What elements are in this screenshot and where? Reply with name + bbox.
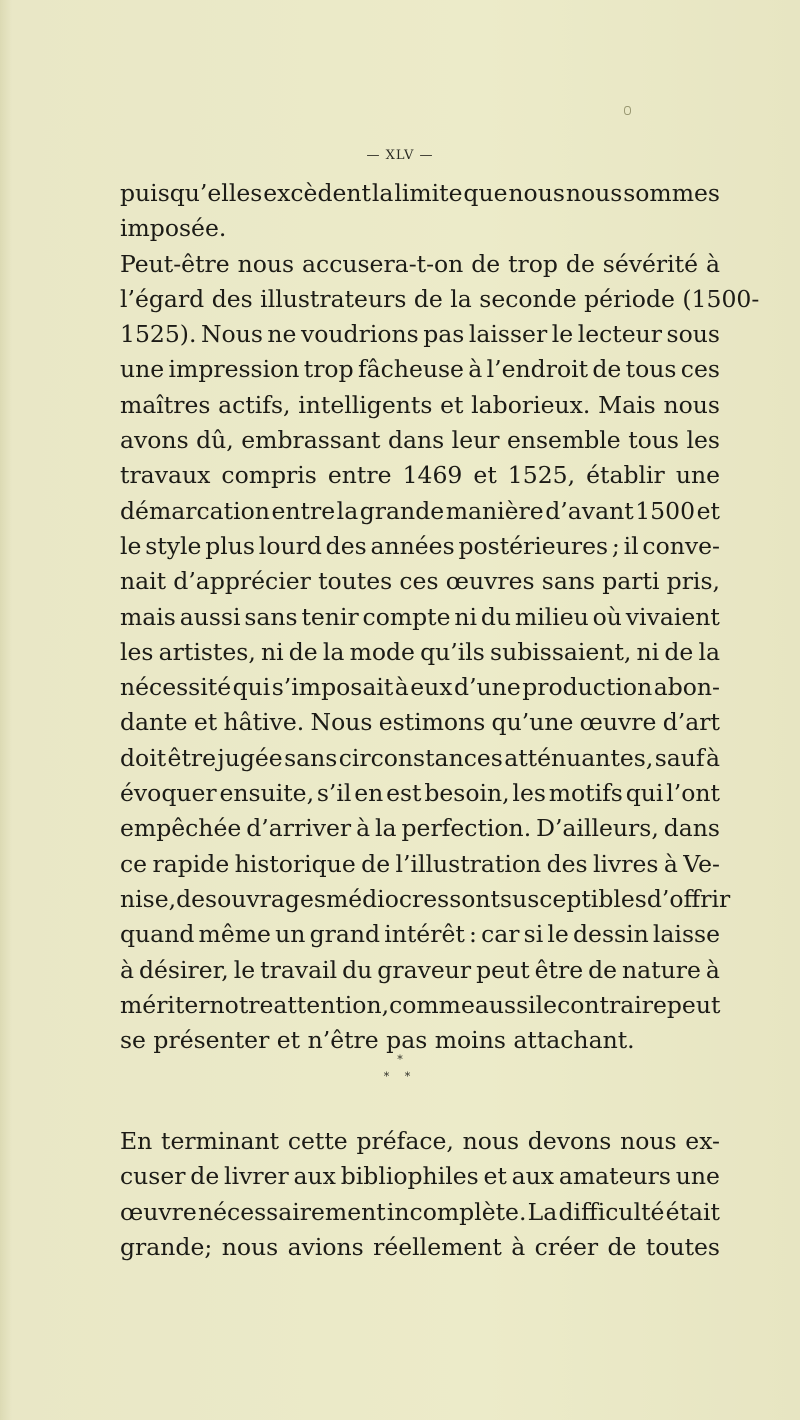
text-line: dante et hâtive. Nous estimons qu’une œuvre d’art	[120, 708, 720, 737]
text-line: nécessité qui s’imposait à eux d’une production abon-	[120, 673, 720, 702]
text-line: nait d’apprécier toutes ces œuvres sans parti pris,	[120, 567, 720, 596]
text-line: l’égard des illustrateurs de la seconde période (1500-	[120, 284, 760, 313]
text-line: Peut-être nous accusera-t-on de trop de sévérité à	[120, 249, 720, 278]
text-line: En terminant cette préface, nous devons nous ex-	[120, 1127, 720, 1155]
paragraph-closing	[120, 1124, 720, 1265]
text-line: ce rapide historique de l’illustration des livres à Ve-	[120, 849, 720, 878]
text-line: empêchée d’arriver à la perfection. D’ailleurs, dans	[120, 814, 720, 843]
text-line: œuvre nécessairement incomplète. La difficulté était	[120, 1197, 720, 1226]
section-separator-top: *	[397, 1053, 403, 1066]
text-line: avons dû, embrassant dans leur ensemble tous les	[120, 426, 720, 455]
text-line: les artistes, ni de la mode qu’ils subissaient, ni de la	[120, 637, 720, 666]
text-line: nise, des ouvrages médiocres sont susceptibles d’offrir	[120, 884, 731, 913]
text-line: doit être jugée sans circonstances atténuantes, sauf à	[120, 743, 720, 772]
text-line: mériter notre attention, comme aussi le contraire peut	[120, 990, 721, 1019]
text-line: se présenter et n’être pas moins attachant.	[120, 1026, 635, 1055]
page-number: — XLV —	[366, 148, 434, 163]
text-line: à désirer, le travail du graveur peut être de nature à	[120, 955, 720, 984]
text-line: mais aussi sans tenir compte ni du milieu où vivaient	[120, 602, 720, 631]
text-line: évoquer ensuite, s’il en est besoin, les motifs qui l’ont	[120, 779, 720, 808]
text-line: une impression trop fâcheuse à l’endroit de tous ces	[120, 355, 720, 384]
section-separator-bottom: * *	[383, 1070, 417, 1083]
text-line: puisqu’elles excèdent la limite que nous nous sommes	[120, 179, 720, 207]
text-line: quand même un grand intérêt : car si le dessin laisse	[120, 920, 720, 949]
text-line: le style plus lourd des années postérieures ; il conve-	[120, 531, 720, 560]
text-line: imposée.	[120, 214, 227, 243]
text-line: démarcation entre la grande manière d’avant 1500 et	[120, 496, 720, 525]
text-line: maîtres actifs, intelligents et laborieux. Mais nous	[120, 390, 720, 419]
paragraph-main	[120, 176, 760, 1058]
paper-speck	[624, 106, 631, 115]
text-line: travaux compris entre 1469 et 1525, établir une	[120, 461, 720, 490]
text-line: cuser de livrer aux bibliophiles et aux amateurs une	[120, 1162, 720, 1191]
text-line: grande; nous avions réellement à créer de toutes	[120, 1232, 720, 1261]
text-line: 1525). Nous ne voudrions pas laisser le lecteur sous	[120, 320, 720, 349]
